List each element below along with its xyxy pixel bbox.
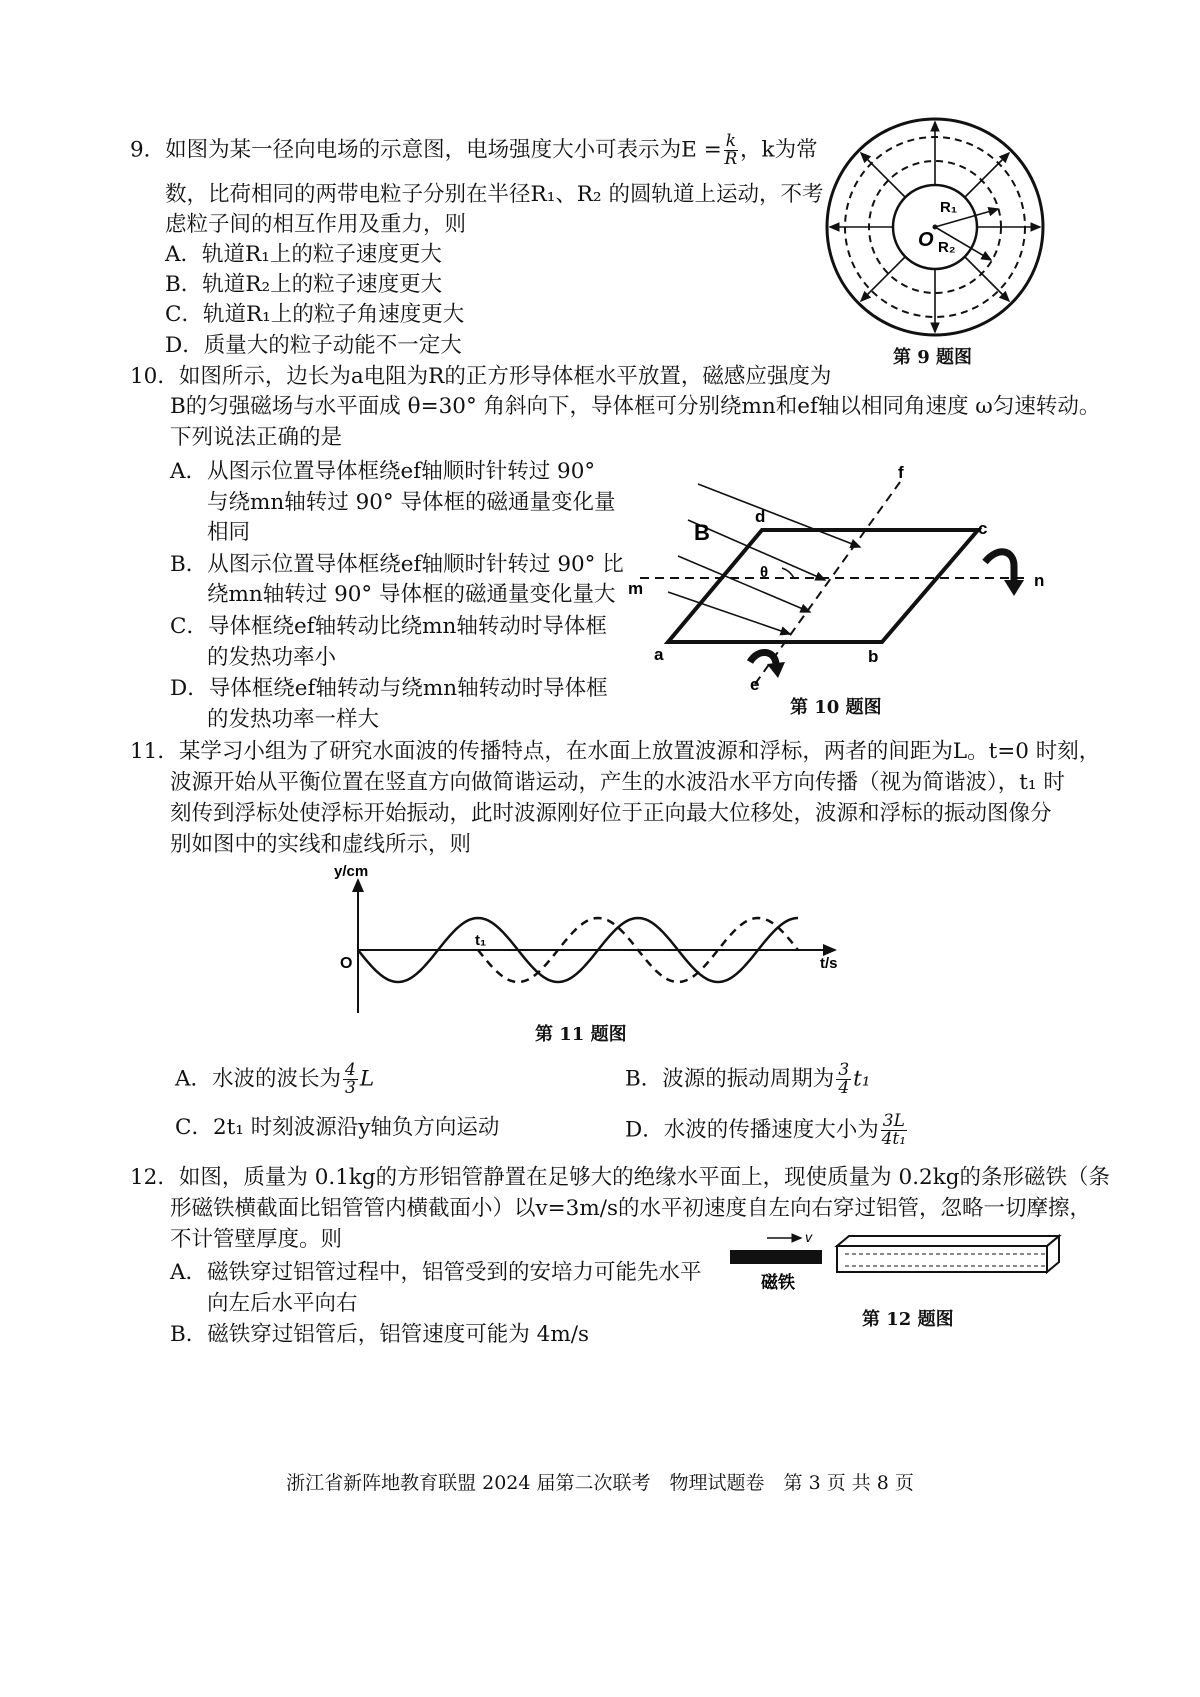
q9-option-c: C．轨道R₁上的粒子角速度更大	[165, 302, 465, 327]
q9-fig-label-r2: R₂	[938, 239, 956, 256]
q12-line1: 12．如图，质量为 0.1kg的方形铝管静置在足够大的绝缘水平面上，现使质量为 0.2kg的条形磁铁（条	[130, 1165, 1110, 1190]
q9-option-b: B．轨道R₂上的粒子速度更大	[165, 272, 443, 297]
q10-fig-label-m: m	[628, 579, 644, 598]
q11-fig-origin: O	[340, 955, 353, 972]
q12-magnet-tube-figure	[725, 1222, 1075, 1297]
q10-fig-label-f: f	[898, 463, 904, 482]
q10-conductor-frame-figure	[610, 462, 1070, 697]
q10-fig-label-n: n	[1034, 571, 1045, 590]
q10-line1: 10．如图所示，边长为a电阻为R的正方形导体框水平放置，磁感应强度为	[130, 364, 832, 389]
q10-fig-label-b: b	[868, 647, 879, 666]
q11-line4: 别如图中的实线和虚线所示，则	[170, 832, 472, 857]
q10-option-a-line2: 与绕mn轴转过 90° 导体框的磁通量变化量	[207, 490, 616, 515]
q12-option-a: A．磁铁穿过铝管过程中，铝管受到的安培力可能先水平	[170, 1260, 702, 1285]
q12-caption: 第 12 题图	[862, 1309, 954, 1330]
q9-line3: 虑粒子间的相互作用及重力，则	[165, 212, 467, 237]
q10-option-c: C．导体框绕ef轴转动比绕mn轴转动时导体框	[170, 614, 607, 639]
q9-line2: 数，比荷相同的两带电粒子分别在半径R₁、R₂ 的圆轨道上运动，不考	[165, 182, 824, 207]
q10-line3: 下列说法正确的是	[170, 425, 343, 450]
q11-fig-ylabel: y/cm	[334, 863, 369, 880]
q11-fig-t1: t₁	[475, 932, 487, 949]
q12-line2: 形磁铁横截面比铝管管内横截面小）以v=3m/s的水平初速度自左向右穿过铝管，忽略一切摩擦，	[170, 1196, 1092, 1221]
q11-fig-xlabel: t/s	[820, 955, 838, 972]
q10-option-b: B．从图示位置导体框绕ef轴顺时针转过 90° 比	[170, 552, 624, 577]
q11-line2: 波源开始从平衡位置在竖直方向做简谐运动，产生的水波沿水平方向传播（视为简谐波），t₁ 时	[170, 770, 1065, 795]
q10-fig-label-c: c	[978, 519, 988, 538]
q12-option-b: B．磁铁穿过铝管后，铝管速度可能为 4m/s	[170, 1322, 589, 1347]
q12-option-a-line2: 向左后水平向右	[207, 1291, 358, 1316]
q10-option-c-line2: 的发热功率小	[207, 645, 337, 670]
q12-magnet-bar	[730, 1250, 822, 1264]
q11-caption: 第 11 题图	[535, 1024, 627, 1045]
q9-option-a: A．轨道R₁上的粒子速度更大	[165, 242, 442, 267]
q9-fraction: $\frac{k}{R}$	[724, 131, 738, 169]
q11-option-b: B．波源的振动周期为 $\frac{3}{4}$ t₁	[625, 1060, 871, 1098]
q10-fig-label-a: a	[654, 645, 664, 664]
q10-option-b-line2: 绕mn轴转过 90° 导体框的磁通量变化量大	[207, 582, 616, 607]
q10-option-d-line2: 的发热功率一样大	[207, 707, 380, 732]
q11-option-d: D．水波的传播速度大小为 $\frac{3L}{\text{4t₁}}$	[625, 1111, 907, 1149]
q11-option-c: C．2t₁ 时刻波源沿y轴负方向运动	[175, 1115, 500, 1140]
q12-fig-magnet-label: 磁铁	[761, 1273, 795, 1292]
q9-radial-field-figure	[820, 112, 1050, 342]
q10-fig-label-e: e	[750, 675, 760, 694]
q10-line2: B的匀强磁场与水平面成 θ=30° 角斜向下，导体框可分别绕mn和ef轴以相同角速度 ω匀速转动。	[170, 394, 1101, 419]
q10-fig-label-theta: θ	[760, 564, 769, 581]
q10-fig-label-d: d	[755, 507, 766, 526]
q10-option-d: D．导体框绕ef轴转动与绕mn轴转动时导体框	[170, 676, 608, 701]
q11-vibration-graph	[320, 858, 860, 1018]
q12-line3: 不计管壁厚度。则	[170, 1227, 343, 1252]
q10-option-a: A．从图示位置导体框绕ef轴顺时针转过 90°	[170, 459, 596, 484]
q10-option-a-line3: 相同	[207, 520, 251, 545]
q11-line1: 11．某学习小组为了研究水面波的传播特点，在水面上放置波源和浮标，两者的间距为L。t=0 时刻，	[130, 739, 1101, 764]
q10-fig-label-b-field: B	[694, 520, 710, 545]
q12-fig-v: v	[805, 1229, 812, 1245]
q11-line3: 刻传到浮标处使浮标开始振动，此时波源刚好位于正向最大位移处，波源和浮标的振动图像分	[170, 801, 1052, 826]
q9-caption: 第 9 题图	[893, 347, 973, 368]
page-footer: 浙江省新阵地教育联盟 2024 届第二次联考 物理试题卷 第 3 页 共 8 页	[286, 1472, 914, 1494]
q11-option-a: A．水波的波长为 $\frac{4}{3}$ L	[175, 1060, 375, 1098]
q10-caption: 第 10 题图	[790, 697, 882, 718]
q9-fig-label-r1: R₁	[940, 199, 958, 216]
q9-option-d: D．质量大的粒子动能不一定大	[165, 333, 462, 358]
q9-fig-label-o: O	[918, 229, 934, 251]
q9-line1: 9．如图为某一径向电场的示意图，电场强度大小可表示为E = $\frac{k}{R}$ ，k为常	[130, 131, 818, 169]
